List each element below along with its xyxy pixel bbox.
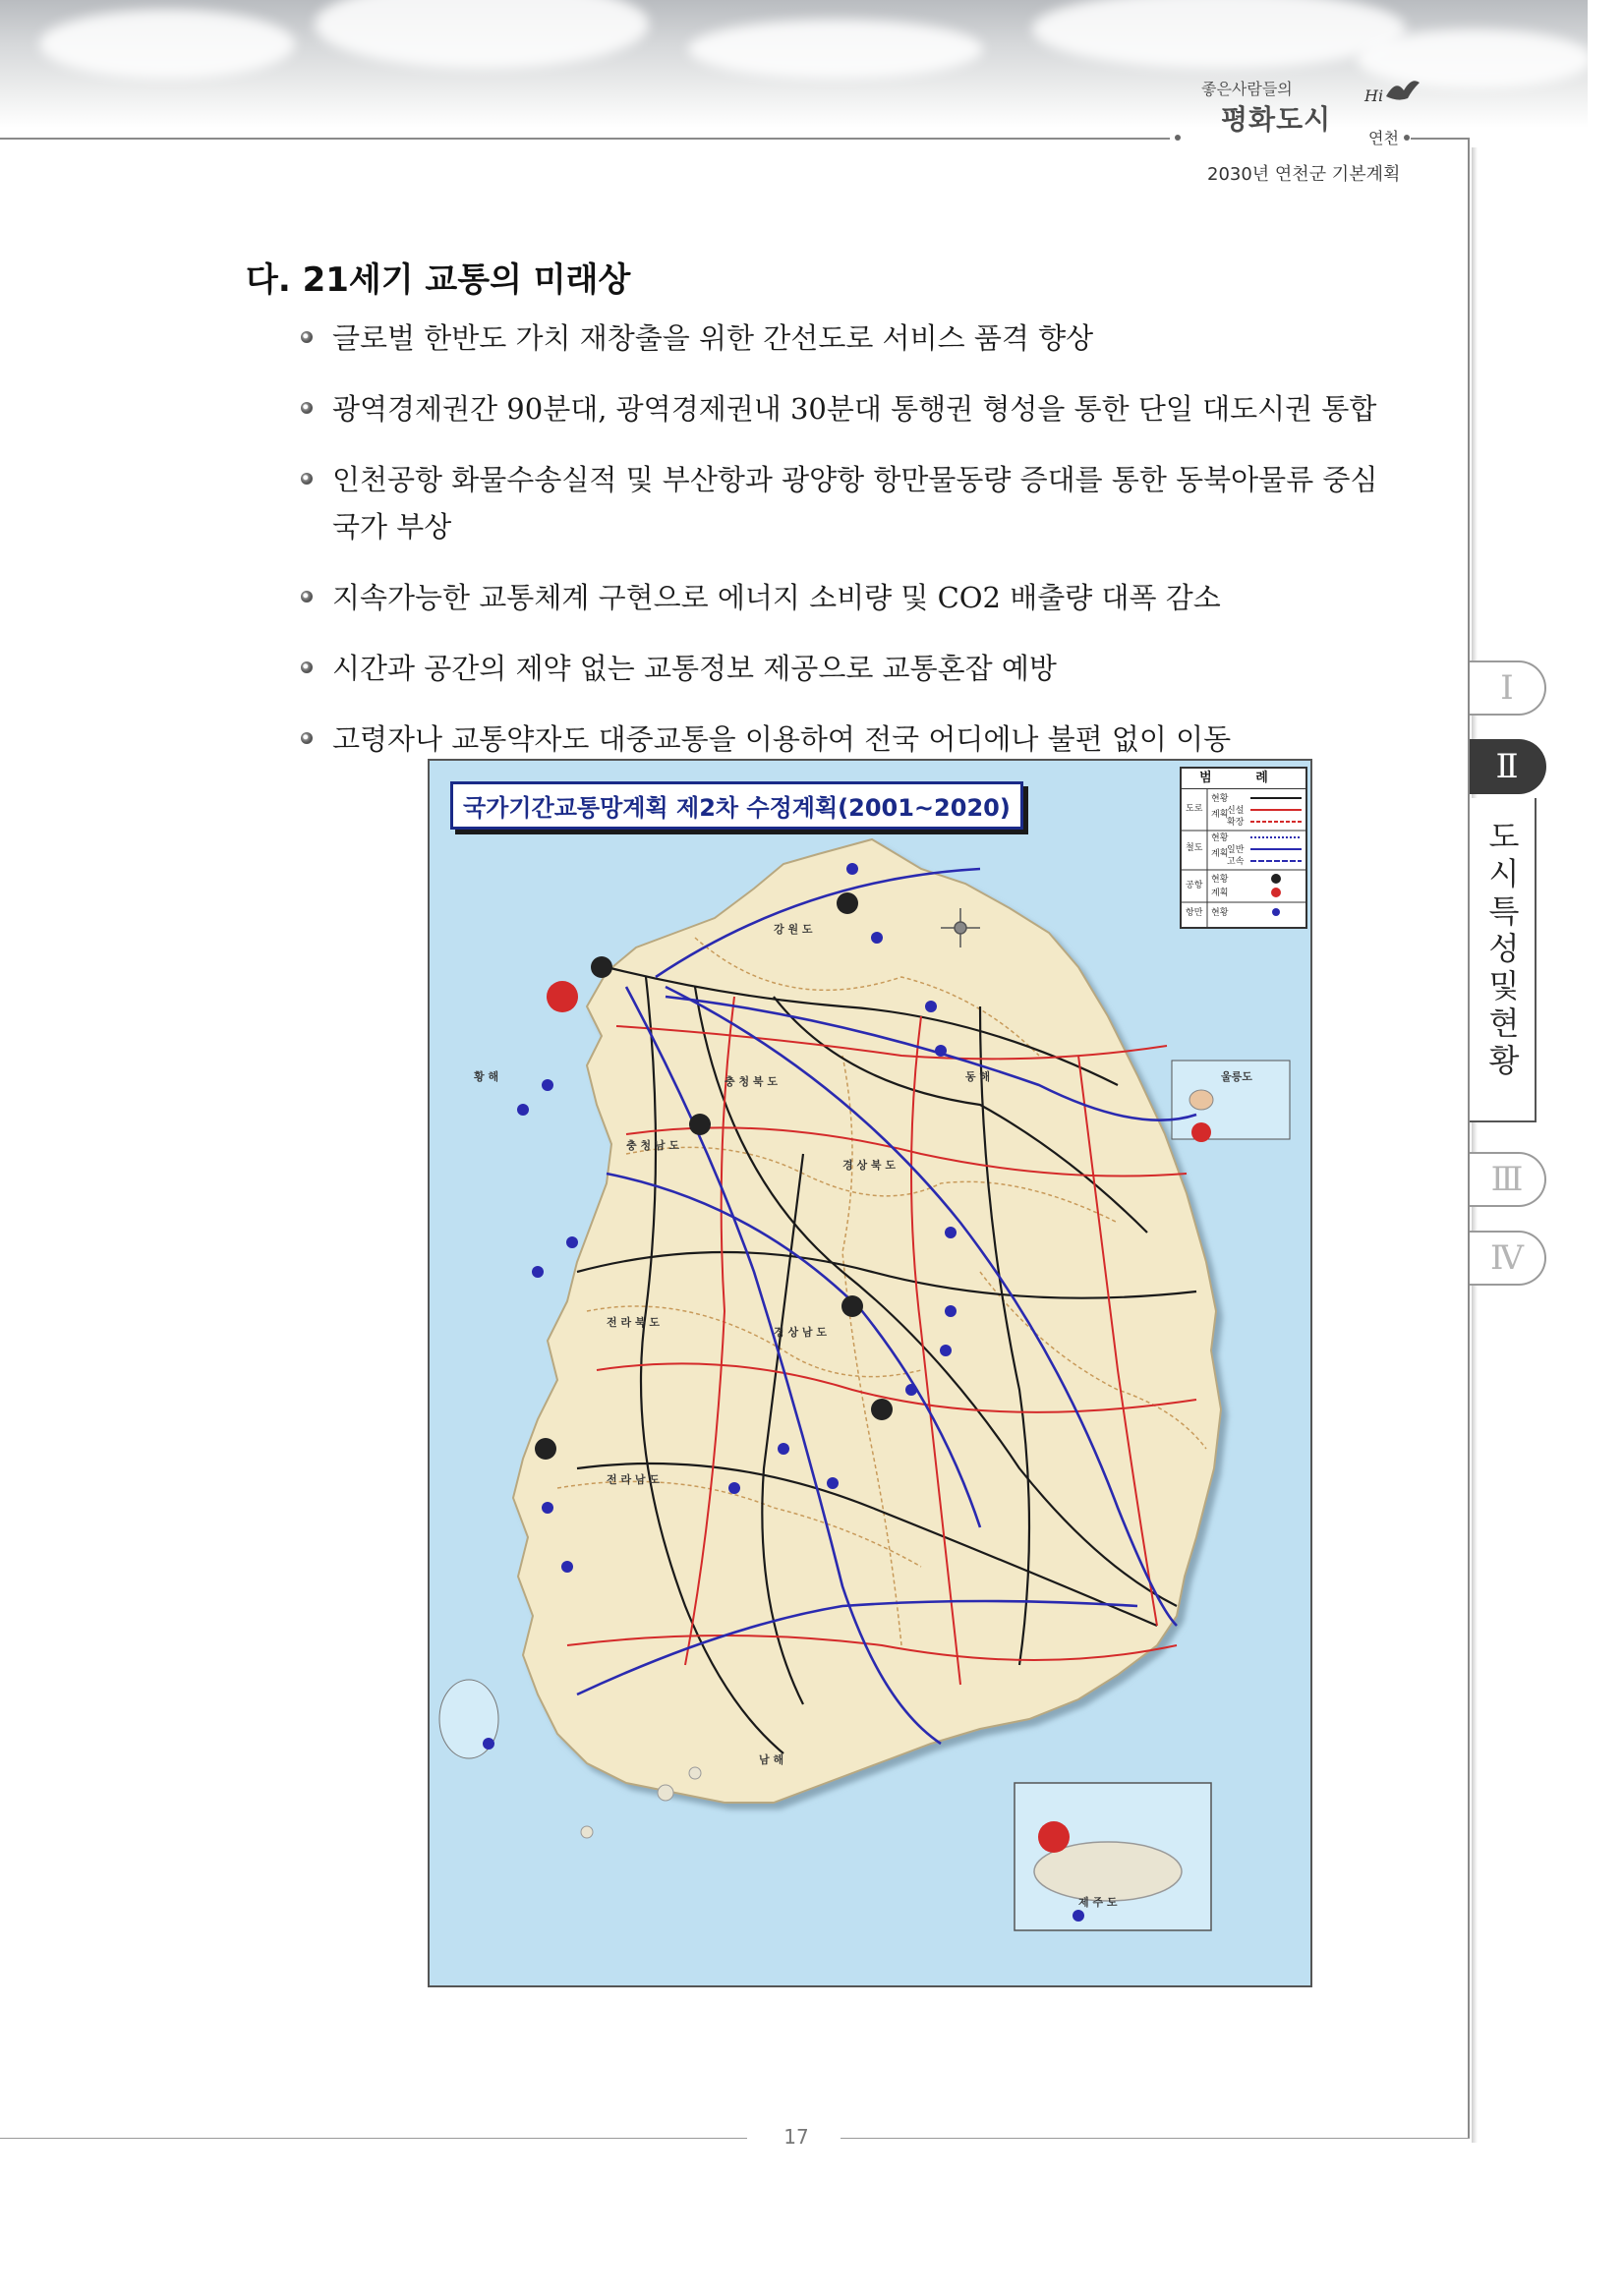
region-label: 제 주 도 — [1078, 1896, 1118, 1909]
chapter-tab-3[interactable]: Ⅲ — [1470, 1152, 1546, 1207]
region-label: 경 상 북 도 — [842, 1159, 896, 1172]
airport-icon — [547, 981, 578, 1012]
legend-group-label: 철도 — [1186, 843, 1203, 853]
bullet-icon — [301, 402, 313, 414]
list-item — [295, 716, 1455, 763]
region-label: 동 해 — [965, 1070, 991, 1083]
region-label: 충 청 남 도 — [626, 1139, 679, 1152]
chapter-tab-1[interactable]: Ⅰ — [1470, 660, 1546, 716]
region-label: 남 해 — [759, 1753, 784, 1766]
frame-right-border — [1468, 138, 1470, 2138]
section-title: 다. 21세기 교통의 미래상 — [246, 260, 631, 300]
bullet-icon — [301, 331, 313, 343]
frame-shadow — [1472, 147, 1478, 2143]
brand-hi: Hi — [1364, 86, 1384, 105]
region-label: 강 원 도 — [774, 923, 813, 936]
airport-icon — [841, 1295, 863, 1317]
bullet-icon — [301, 732, 313, 744]
legend-kind-label: 현황 — [1211, 875, 1229, 885]
legend-kind-label: 현황 — [1211, 833, 1229, 843]
bullet-text: 고령자나 교통약자도 대중교통을 이용하여 전국 어디에나 불편 없이 이동 — [332, 722, 1232, 756]
bird-icon — [1382, 77, 1421, 104]
airport-icon — [1038, 1821, 1070, 1853]
bullet-text: 광역경제권간 90분대, 광역경제권내 30분대 통행권 형성을 통한 단일 대도시권 통합 — [332, 392, 1377, 426]
region-label: 경 상 남 도 — [774, 1326, 827, 1339]
transport-network-map — [428, 759, 1312, 1987]
brand-city: 연천 — [1368, 129, 1399, 147]
header-rule — [0, 138, 1170, 140]
legend-row-label: 신설 — [1227, 806, 1245, 816]
plan-title: 2030년 연천군 기본계획 — [1207, 164, 1401, 185]
korea-map-illustration — [430, 761, 1312, 1987]
chapter-tab-2[interactable]: Ⅱ — [1470, 739, 1546, 794]
region-label: 전 라 남 도 — [607, 1473, 660, 1486]
brand-slogan-main: 평화도시 — [1221, 103, 1332, 136]
map-legend — [1180, 767, 1307, 929]
list-item — [295, 385, 1455, 432]
legend-row-label: 고속 — [1227, 857, 1245, 867]
header-dot-left — [1175, 135, 1181, 141]
page-number: 17 — [783, 2125, 809, 2149]
brand-slogan-top: 좋은사람들의 — [1201, 80, 1293, 98]
list-item — [295, 456, 1404, 550]
legend-title: 범 례 — [1182, 769, 1305, 789]
list-item — [295, 574, 1455, 621]
bullet-icon — [301, 473, 313, 485]
footer-rule-left — [0, 2138, 747, 2139]
airport-icon — [1191, 1122, 1211, 1142]
chapter-tab-label: 도시특성및현황 — [1470, 798, 1537, 1122]
bullet-icon — [301, 591, 313, 603]
region-label: 울릉도 — [1221, 1070, 1252, 1083]
header-rule-right — [1411, 138, 1468, 140]
bullet-list — [295, 315, 1455, 786]
legend-group-label: 항만 — [1186, 908, 1203, 918]
bullet-text: 글로벌 한반도 가치 재창출을 위한 간선도로 서비스 품격 향상 — [332, 321, 1094, 355]
bullet-icon — [301, 661, 313, 673]
legend-group-label: 도로 — [1186, 804, 1203, 814]
footer-rule-right — [841, 2138, 1470, 2139]
ulleungdo-island — [1189, 1090, 1213, 1110]
brand-logo — [1201, 77, 1408, 155]
airport-icon — [591, 956, 612, 978]
region-label: 충 청 북 도 — [725, 1075, 778, 1088]
airport-icon — [535, 1438, 556, 1460]
legend-kind-label: 계획 — [1211, 889, 1229, 898]
legend-kind-label: 현황 — [1211, 794, 1229, 804]
legend-kind-label: 현황 — [1211, 908, 1229, 918]
region-label: 황 해 — [474, 1070, 499, 1083]
legend-body — [1182, 789, 1305, 927]
list-item — [295, 645, 1455, 692]
chapter-tab-4[interactable]: Ⅳ — [1470, 1231, 1546, 1286]
legend-kind-label: 계획 — [1211, 810, 1229, 820]
airport-icon — [689, 1114, 711, 1135]
legend-row-label: 일반 — [1227, 845, 1245, 855]
airport-icon — [871, 1399, 893, 1420]
map-title: 국가기간교통망계획 제2차 수정계획(2001~2020) — [450, 781, 1023, 830]
legend-group-label: 공항 — [1186, 881, 1203, 890]
bullet-text: 시간과 공간의 제약 없는 교통정보 제공으로 교통혼잡 예방 — [332, 652, 1057, 685]
region-label: 전 라 북 도 — [607, 1316, 660, 1329]
bullet-text: 인천공항 화물수송실적 및 부산항과 광양항 항만물동량 증대를 통한 동북아물류 중심국가 부상 — [332, 463, 1378, 544]
bullet-text: 지속가능한 교통체계 구현으로 에너지 소비량 및 CO2 배출량 대폭 감소 — [332, 581, 1221, 614]
list-item — [295, 315, 1455, 362]
airport-icon — [837, 892, 858, 914]
legend-row-label: 확장 — [1227, 818, 1245, 828]
legend-kind-label: 계획 — [1211, 849, 1229, 859]
